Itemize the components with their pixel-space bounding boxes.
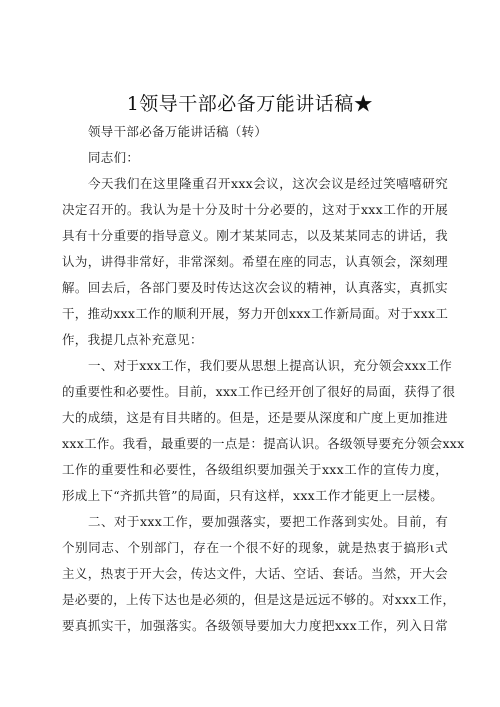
body-text-line: 的重要性和必要性。目前，xxx工作已经开创了很好的局面，获得了很	[62, 384, 456, 399]
document-body	[62, 119, 465, 639]
body-text-line: 作，我提几点补充意见：	[62, 332, 203, 347]
body-text-line: 是必要的，上传下达也是必须的，但是这是远远不够的。对xxx工作，	[62, 592, 456, 607]
body-text-line: 干，推动xxx工作的顺利开展，努力开创xxx工作新局面。对于xxx工	[62, 306, 449, 321]
body-text-line: 个别同志、个别部门，存在一个很不好的现象，就是热衷于搞形ι式	[62, 540, 448, 555]
body-text-line: 解。回去后，各部门要及时传达这次会议的精神，认真落实，真抓实	[62, 280, 448, 295]
body-text-line: 大的成绩，这是有目共睹的。但是，还是要从深度和广度上更加推进	[62, 410, 448, 425]
body-text-line: 一、对于xxx工作，我们要从思想上提高认识，充分领会xxx工作	[88, 358, 453, 373]
document-title: 1领导干部必备万能讲话稿★	[126, 93, 374, 115]
body-text-line: 具有十分重要的指导意义。刚才某某同志，以及某某同志的讲话，我	[62, 228, 448, 243]
body-text-line: 工作的重要性和必要性，各级组织要加强关于xxx工作的宣传力度，	[62, 462, 448, 477]
body-text-line: 今天我们在这里隆重召开xxx会议，这次会议是经过笑嘻嘻研究	[88, 176, 448, 191]
body-text-line: 主义，热衷于开大会，传达文件，大话、空话、套话。当然，开大会	[62, 566, 448, 581]
body-text-line: 二、对于xxx工作，要加强落实，要把工作落到实处。目前，有	[88, 514, 448, 529]
body-text-line: 形成上下“齐抓共管”的局面，只有这样，xxx工作才能更上一层楼。	[62, 488, 444, 503]
body-text-line: xxx工作。我看，最重要的一点是：提高认识。各级领导要充分领会xxx	[62, 436, 465, 451]
body-text-line: 要真抓实干，加强落实。各级领导要加大力度把xxx工作，列入日常	[62, 618, 448, 633]
body-text-line: 认为，讲得非常好，非常深刻。希望在座的同志，认真领会，深刻理	[62, 254, 448, 269]
body-text-line: 决定召开的。我认为是十分及时十分必要的，这对于xxx工作的开展	[62, 202, 448, 217]
body-text-line: 领导干部必备万能讲话稿（转）	[88, 124, 268, 139]
body-text-line: 同志们：	[88, 150, 140, 165]
